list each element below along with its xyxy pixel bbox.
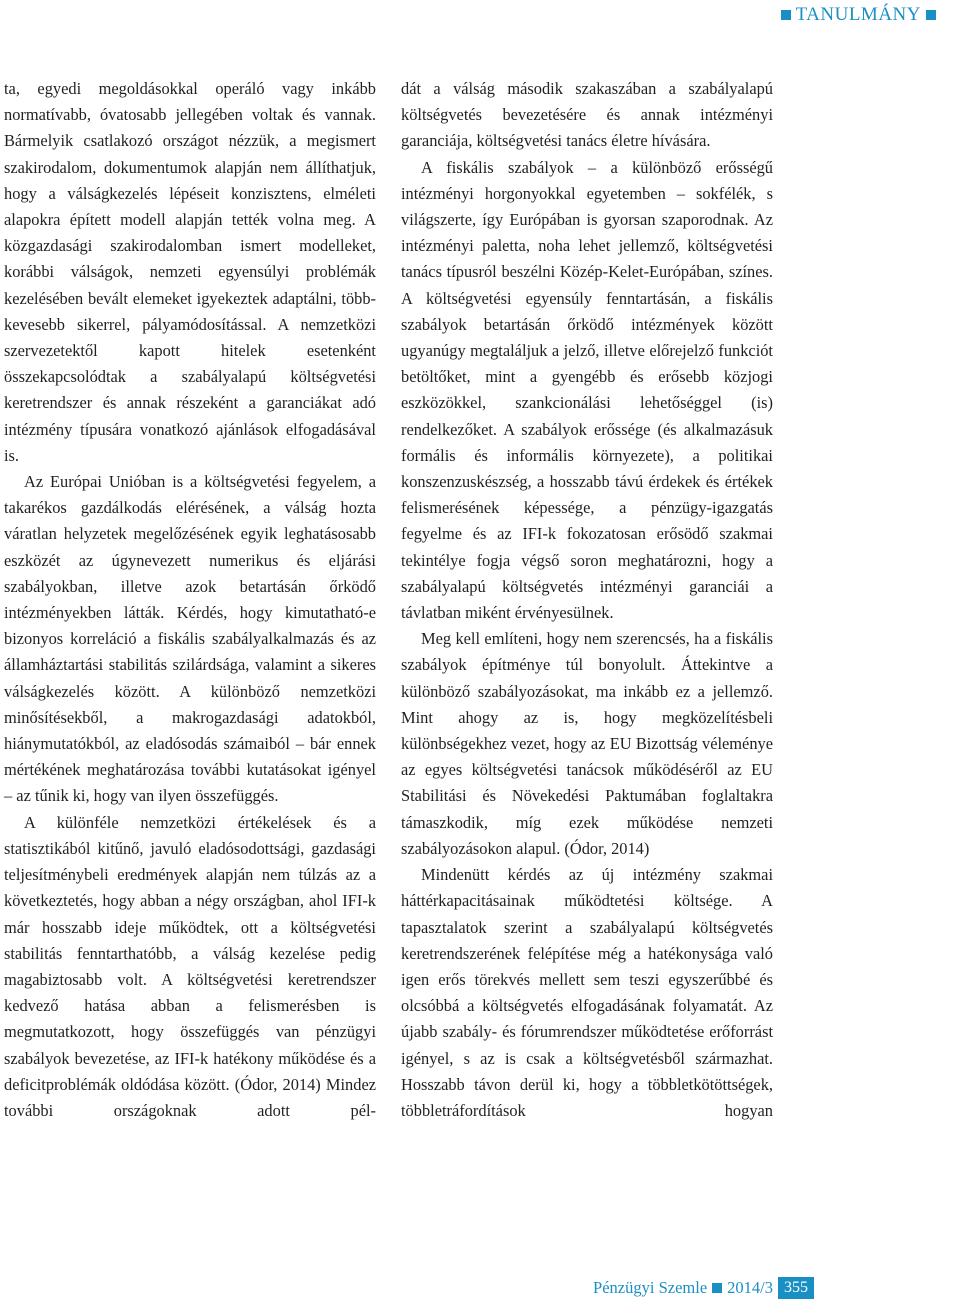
header-square-left-icon <box>781 10 791 20</box>
section-title: TANULMÁNY <box>795 4 921 25</box>
paragraph: A különféle nemzetközi értékelések és a statisztikából kitűnő, javuló eladósodottsági, gazdasági teljesítménybeli eredmények alapján nem túlzás az a következtetés, hogy abban a négy országban, ahol IFI-k már hosszabb ideje működtek, ott a költségvetési stabilitás fenntarthatóbb, a válság kezelése pedig magabiztosabb volt. A költségvetési keretrendszer kedvező hatása abban a felismerésben is megmutatkozott, hogy összefüggés van pénzügyi szabályok bevezetése, az IFI-k hatékony működése és a deficitproblémák oldódása között. (Ódor, 2014) Mindez további országoknak adott pél- <box>4 812 376 1120</box>
paragraph: A fiskális szabályok – a különböző erősségű intézményi horgonyokkal egyetemben – sokfélék, s világszerte, így Európában is gyorsan szaporodnak. Az intézményi paletta, noha lehet jellemző, költségvetési tanács típusról beszélni Közép-Kelet-Európában, színes. A költségvetési egyensúly fenntartásán, a fiskális szabályok betartásán őrködő intézmények között ugyanúgy megtaláljuk a jelző, illetve előrejelző funkciót betöltőket, mint a gyengébb és erősebb közjogi eszközökkel, szankcionálási lehetőséggel (is) rendelkezőket. A szabályok erőssége (és alkalmazásuk formális és informális környezete), a politikai konszenzuskészség, a hosszabb távú érdekek és értékek felismerésének képessége, a pénzügy-igazgatás fegyelme és az IFI-k fokozatosan erősödő szakmai tekintélye fogja végső soron meghatározni, hogy a szabályalapú költségvetés intézményi garanciái a távlatban miként érvényesülnek. <box>401 157 773 623</box>
section-header <box>781 4 936 26</box>
paragraph: ta, egyedi megoldásokkal operáló vagy inkább normatívabb, óvatosabb jellegében voltak és vannak. Bármelyik csatlakozó országot nézzük, a megismert szakirodalom, dokumentumok alapján nem állíthatjuk, hogy a válságkezelés lépéseit konzisztens, elméleti alapokra épített modell alapján tették volna meg. A közgazdasági szakirodalomban ismert modelleket, korábbi válságok, nemzeti egyensúlyi problémák kezelésében bevált elemeket igyekeztek adaptálni, több-kevesebb sikerrel, pályamódosítással. A nemzetközi szervezetektől kapott hitelek esetenként összekapcsolódtak a szabályalapú költségvetési keretrendszer és annak részeként a garanciákat adó intézmény típusára vonatkozó ajánlások elfogadásával is. <box>4 79 376 465</box>
page-number: 355 <box>778 1277 814 1299</box>
paragraph: dát a válság második szakaszában a szabályalapú költségvetés bevezetésére és annak intézményi garanciája, költségvetési tanács életre hívására. <box>401 79 773 151</box>
header-square-right-icon <box>926 10 936 20</box>
issue-number: 2014/3 <box>727 1278 773 1297</box>
paragraph: Az Európai Unióban is a költségvetési fegyelem, a takarékos gazdálkodás elérésének, a válság hozta váratlan helyzetek megelőzésének egyik leghatásosabb eszközét az úgynevezett numerikus és eljárási szabályokban, illetve azok betartásán őrködő intézményekben látták. Kérdés, hogy kimutatható-e bizonyos korreláció a fiskális szabályalkalmazás és az államháztartási stabilitás szilárdsága, valamint a sikeres válságkezelés között. A különböző nemzetközi minősítésekből, a makrogazdasági adatokból, hiánymutatókból, az eladósodás számaiból – bár ennek mértékének meghatározása további kutatásokat igényel – az tűnik ki, hogy van ilyen összefüggés. <box>4 472 376 806</box>
footer-square-icon <box>712 1283 722 1293</box>
left-column <box>4 76 376 1124</box>
paragraph: Meg kell említeni, hogy nem szerencsés, ha a fiskális szabályok építménye túl bonyolult. Áttekintve a különböző szabályozásokat, ma inkább ez a jellemző. Mint ahogy az is, hogy megközelítésbeli különbségekhez vezet, hogy az EU Bizottság véleménye az egyes költségvetési tanácsok működéséről az EU Stabilitási és Növekedési Paktumában foglaltakra támaszkodik, míg ezek működése nemzeti szabályozásokon alapul. (Ódor, 2014) <box>401 629 773 858</box>
journal-name: Pénzügyi Szemle <box>593 1278 708 1297</box>
paragraph: Mindenütt kérdés az új intézmény szakmai háttérkapacitásainak működtetési költsége. A tapasztalatok szerint a szabályalapú költségvetés keretrendszerének felépítése még a hatékonysága való igen erős törekvés mellett sem teszi egyszerűbbé és olcsóbbá a költségvetés elfogadásának folyamatát. Az újabb szabály- és fórumrendszer működtetése erőforrást igényel, s az is csak a költségvetésből származhat. Hosszabb távon derül ki, hogy a többletkötöttségek, többletráfordítások hogyan <box>401 865 773 1120</box>
page-footer <box>593 1277 814 1299</box>
right-column <box>401 76 773 1124</box>
